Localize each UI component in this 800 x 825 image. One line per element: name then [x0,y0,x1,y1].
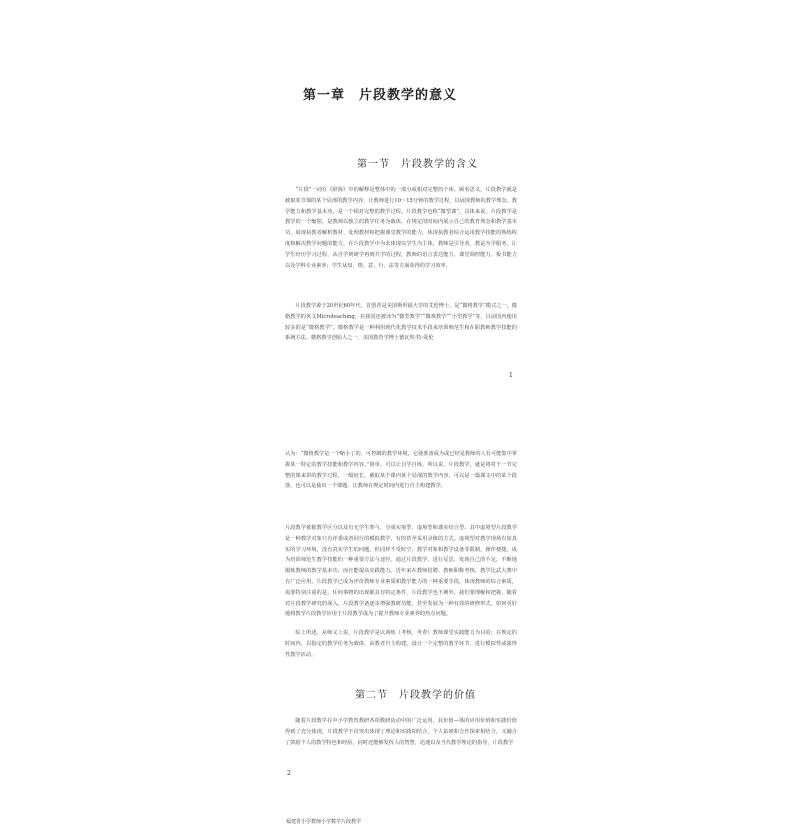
paragraph: 综上所述，从师义上说，片段教学是以训练（考核、考查）教师课堂实践能力为目的；在规定的时间内，以指定的教学任务为载体，由教者自主构建，设计一个完整的教学环节，进行模拟性或演绎性教学活动。 [285,630,517,658]
running-header: 福建省小学教师小学数学片段教学 [286,819,362,825]
chapter-title: 第一章 片段教学的意义 [303,88,458,103]
paragraph: 认为：“微格教学是一个缩小了的、可控制的教学环境，它使准备成为或已经是教师的人有可能集中掌握某一特定的教学技能和教学内容。”简单、可以让自学自练。所以说，片段教学，就是将对于一节完整的课来讲的教学过程，一般较长，截取某个课内某个局部的教学内容，可以是一篇课文中的某个段落，也可以是抽出一个课题，让教师在规定时间内进行自主构建教学。 [285,451,517,490]
paragraph: “片段”一词在《辞海》中的解释是整体中的一部分或相对完整的个体。顾名思义，片段教学就是截取某节课的某个局部的教学内容，让教师进行10～15分钟的教学过程，以展现教师的教学理念、教学能力和教学基本功，是一个相对完整的教学过程。片段教学也称“微型课”，具体来说，片段教学是教学的一个缩影，是教师以独立的教学任务为载体，在规定的时间内展示自己的教育理念和教学基本功，展现执教者解析教材、处理教材和把握课堂教学的能力，体现执教者综合运用教学技能的熟练程度和解决教学问题的能力。在片段教学中为求体现以学生为主体，教师是引导者，教是为学服务，让学生经历学习过程，从自学到研学再到共学的过程，教师的语言表达能力、课堂调控能力、板书能力以及学科专业素养；学生从知、情、意、行、法等方面获得的学习效率。 [285,187,517,269]
paragraph-block [285,449,517,514]
paragraph-block [285,185,517,304]
page-number: 2 [287,770,291,777]
page-number: 1 [509,372,513,379]
paragraph: 片段教学依据教学区分以及有无学生参与，分成实境型、虚境型和课实结合型。其中虚境型片段教学是一种教学对象只有评委或者同行的模拟教学，有的甚至采用录像的方式。虚境型对教学现场有如真实的学习环境，没有真实学生的问题，但同样不受时空、教学对象和教学设备等限制，操作便捷，成为培训师范生教学技能的一种重要方法与途径。通过片段教学，进行反思，发现自己的不足，不断地锻炼教师的教学基本功，而且能提高实践能力。近年来在教师招聘、教师职称考核、教学比武大赛中有广泛应用，片段教学已成为评价教师专业素质和教学能力的一种重要手段，体现教师的综合素质，需要特别注重的是，任何事物的出现都具有特定条件，片段教学也不例外。我们要理解和把握，随着对片段教学研究的深入，片段教学备逐步增强教研功能，甚至发展为一种有效的研修形式，如何更好地将教学片段教学应用于片段教学成为了提升教师专业素养的热点问题。 [285,525,517,618]
paragraph: 片段教学源于20世纪60年代，首创者是美国斯坦福大学的艾伦博士，是“微格教学”模式之一，微格教学的英文Microteaching，在我国还被译为“微型教学”“微观教学”“小型教学”等，目前国内使用较多的是“微格教学”。微格教学是一种利用现代化教学技术手段来培训师范生和在职教师教学技能的系统方法。微格教学创始人之一、美国教育学博士德瓦埃·特·爱伦 [285,303,517,342]
paragraph: 随着片段教学在中小学教育教研各项教研活动中的广泛运用，其价值—体的应用价值和实践价值得到了充分体现。片段教学不仅突出体现了理论和实践相结合，个人钻研和合作探索相结合，又融合了鼓励个人的教学特色和经验。同时还能够发挥人的智慧，迅速以及当代教学理论的指导，片段教学 [285,718,517,746]
paragraph-block [285,716,517,770]
section-2-title: 第二节 片段教学的价值 [355,690,476,701]
paragraph-block [285,301,517,366]
page-1 [0,0,800,395]
paragraph-block [285,523,517,631]
section-1-title: 第一节 片段教学的含义 [357,159,478,170]
paragraph-block [285,628,517,671]
